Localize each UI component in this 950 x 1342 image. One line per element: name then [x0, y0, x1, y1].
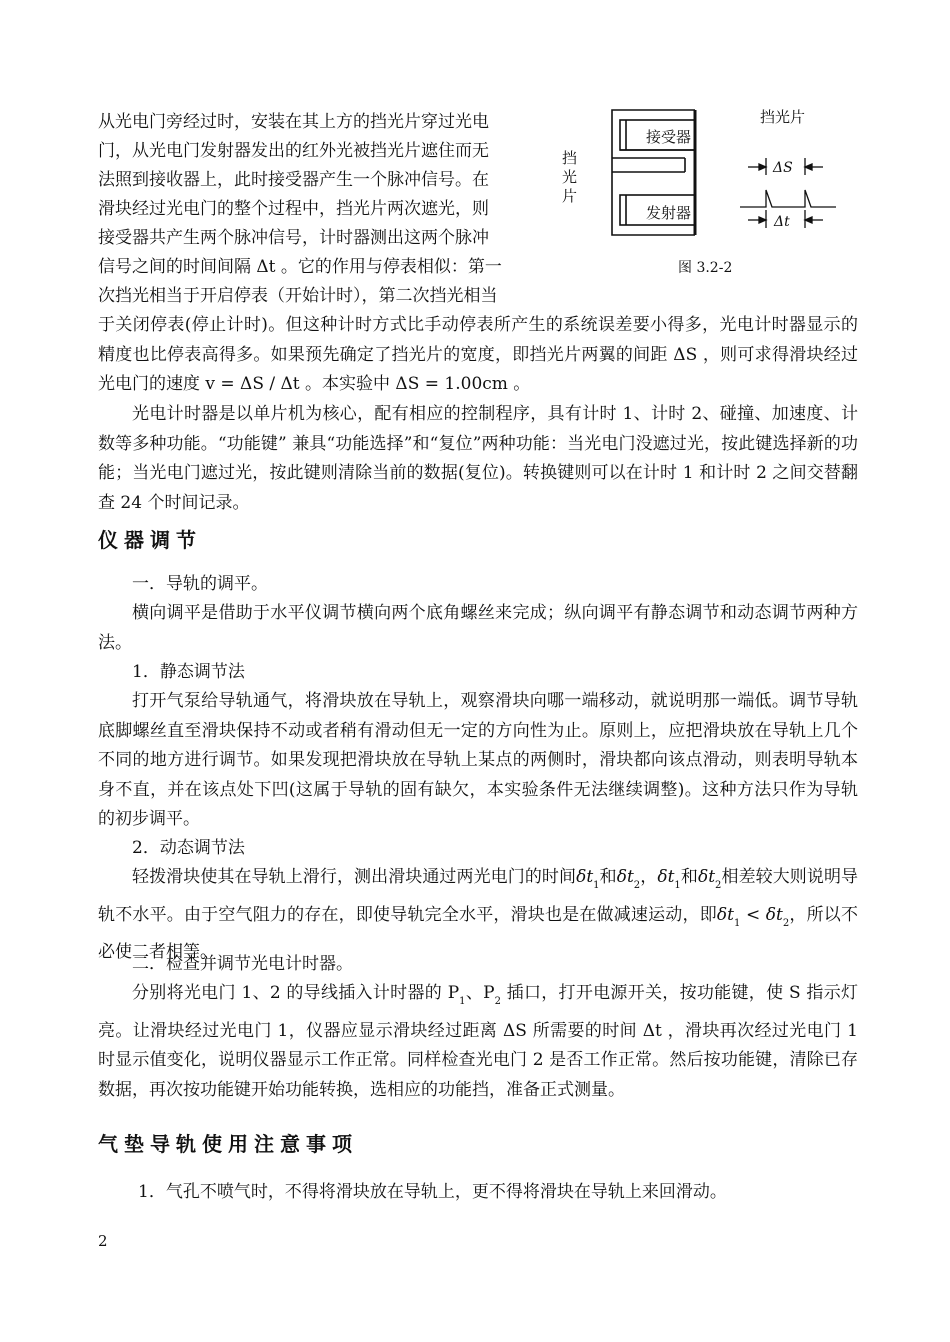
- sub2-text: 轻拨滑块使其在导轨上滑行，测出滑块通过两光电门的时间$\delta t_1$和$\delta t_2$，$\delta t_1$和$\delta t_2$相差较大则说明导轨不水平。由于空气阻力的存在，即使导轨完全水平，滑块也是在做减速运动，即$\delta t_1 < \delta t_2$，所以不必使二者相等。: [98, 867, 859, 962]
- intro-line: 信号之间的时间间隔 Δt 。它的作用与停表相似：第一: [98, 257, 502, 277]
- delta-s-label: ΔS: [773, 160, 793, 176]
- heading-instrument-adjustment: 仪器调节: [98, 528, 202, 552]
- shutter-label-v2: 光: [562, 168, 578, 186]
- intro-line: 次挡光相当于开启停表（开始计时），第二次挡光相当: [98, 286, 498, 306]
- receiver-label: 接受器: [646, 128, 692, 146]
- item1-title: 一．导轨的调平。: [132, 574, 268, 594]
- figure-caption: 图 3.2-2: [678, 260, 733, 276]
- item2-text: 分别将光电门 1、2 的导线插入计时器的 $P_1$、$P_2$ 插口，打开电源开关，按功能键，使 S 指示灯亮。让滑块经过光电门 1，仪器应显示滑块经过距离 ΔS 所需要的时间 Δt ，滑块再次经过光电门 1 时显示值变化，说明仪器显示工作正常。同样检查光电门 2 是否工作正常。然后按功能键，清除已存数据，再次按功能键开始功能转换，选相应的功能挡，准备正式测量。: [98, 983, 858, 1100]
- page-number: 2: [98, 1232, 108, 1250]
- sub1-title: 1．静态调节法: [132, 662, 245, 682]
- item1-text: 横向调平是借助于水平仪调节横向两个底角螺丝来完成；纵向调平有静态调节和动态调节两种方法。: [98, 603, 858, 653]
- paragraph-timer: 光电计时器是以单片机为核心，配有相应的控制程序，具有计时 1、计时 2、碰撞、加速度、计数等多种功能。“功能键” 兼具“功能选择”和“复位”两种功能：当光电门没遮过光，按此键选择新的功能；当光电门遮过光，按此键则清除当前的数据(复位)。转换键则可以在计时 1 和计时 2 之间交替翻查 24 个时间记录。: [98, 404, 858, 513]
- note-1: 1．气孔不喷气时，不得将滑块放在导轨上，更不得将滑块在导轨上来回滑动。: [138, 1182, 727, 1202]
- item2-title: 二．检查并调节光电计时器。: [132, 954, 353, 974]
- sub2-title: 2．动态调节法: [132, 838, 245, 858]
- shutter-label-v1: 挡: [562, 149, 578, 167]
- intro-line: 门，从光电门发射器发出的红外光被挡光片遮住而无: [98, 141, 489, 161]
- shutter-label-top: 挡光片: [760, 108, 806, 126]
- shutter-label-v3: 片: [562, 187, 578, 205]
- delta-t-label: Δt: [774, 214, 790, 230]
- emitter-label: 发射器: [646, 204, 692, 222]
- paragraph-speed: 于关闭停表(停止计时)。但这种计时方式比手动停表所产生的系统误差要小得多，光电计时器显示的精度也比停表高得多。如果预先确定了挡光片的宽度，即挡光片两翼的间距 ΔS ，则可求得滑块经过光电门的速度 v = ΔS / Δt 。本实验中 ΔS = 1.00cm 。: [98, 315, 858, 394]
- intro-line: 滑块经过光电门的整个过程中，挡光片两次遮光，则: [98, 199, 489, 219]
- heading-precautions: 气垫导轨使用注意事项: [98, 1132, 358, 1156]
- intro-line: 法照到接收器上，此时接受器产生一个脉冲信号。在: [98, 170, 489, 190]
- sub1-text: 打开气泵给导轨通气，将滑块放在导轨上，观察滑块向哪一端移动，就说明那一端低。调节导轨底脚螺丝直至滑块保持不动或者稍有滑动但无一定的方向性为止。原则上，应把滑块放在导轨上几个不同的地方进行调节。如果发现把滑块放在导轨上某点的两侧时，滑块都向该点滑动，则表明导轨本身不直，并在该点处下凹(这属于导轨的固有缺欠，本实验条件无法继续调整)。这种方法只作为导轨的初步调平。: [98, 691, 858, 829]
- intro-line: 接受器共产生两个脉冲信号，计时器测出这两个脉冲: [98, 228, 489, 248]
- intro-line: 从光电门旁经过时，安装在其上方的挡光片穿过光电: [98, 112, 489, 132]
- photogate-figure: [560, 100, 860, 300]
